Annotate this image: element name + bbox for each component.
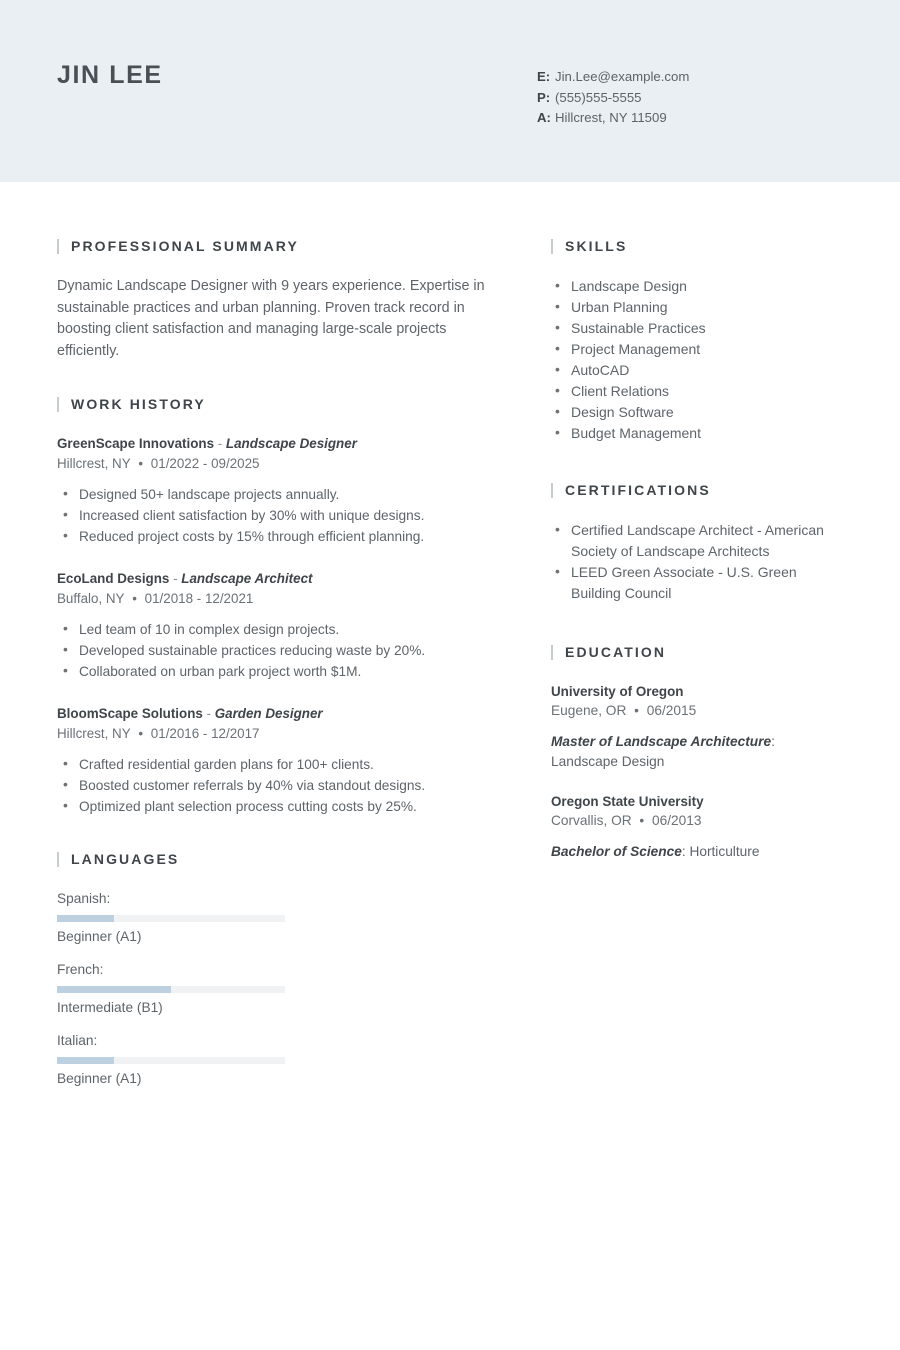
email-value: Jin.Lee@example.com xyxy=(555,69,690,84)
name-block xyxy=(57,62,537,129)
languages-title: LANGUAGES xyxy=(71,851,180,867)
certifications-title: CERTIFICATIONS xyxy=(565,482,711,498)
job-bullets xyxy=(57,484,494,547)
resume-body xyxy=(0,182,900,1136)
address-value: Hillcrest, NY 11509 xyxy=(555,110,667,125)
bullet-separator-icon: • xyxy=(128,591,141,606)
left-column xyxy=(57,182,494,1136)
job-title-line xyxy=(57,434,494,453)
work-history-title: WORK HISTORY xyxy=(71,396,206,412)
accent-bar-icon xyxy=(551,239,553,254)
job-role: Landscape Architect xyxy=(181,571,313,586)
education-field: : Landscape Design xyxy=(551,734,775,769)
resume-header xyxy=(0,0,900,182)
job-bullet: • Optimized plant selection process cutting costs by 25%. xyxy=(57,796,494,817)
bullet-separator-icon: • xyxy=(134,456,147,471)
job-role: Garden Designer xyxy=(214,706,323,721)
language-name: French: xyxy=(57,962,104,977)
skill-item: • Landscape Design xyxy=(551,276,843,297)
skill-item: • Design Software xyxy=(551,402,843,423)
education-degree: Bachelor of Science xyxy=(551,844,682,859)
phone-label: P: xyxy=(537,89,551,105)
education-degree: Master of Landscape Architecture xyxy=(551,734,772,749)
candidate-name: JIN LEE xyxy=(57,61,163,89)
certifications-list xyxy=(551,520,843,604)
job-location: Hillcrest, NY xyxy=(57,726,131,741)
education-degree-line xyxy=(551,732,843,772)
job-bullets xyxy=(57,619,494,682)
education-entry xyxy=(551,682,843,772)
accent-bar-icon xyxy=(57,239,59,254)
job-separator: - xyxy=(202,706,215,721)
contact-row-phone xyxy=(537,88,843,109)
skill-item: • Client Relations xyxy=(551,381,843,402)
job-location: Hillcrest, NY xyxy=(57,456,131,471)
job-bullet: • Crafted residential garden plans for 100+ clients. xyxy=(57,754,494,775)
work-history-heading xyxy=(57,396,494,412)
skill-item: • Project Management xyxy=(551,339,843,360)
bullet-separator-icon: • xyxy=(635,813,649,828)
education-date: 06/2015 xyxy=(646,703,697,718)
language-progress-fill xyxy=(57,986,171,993)
accent-bar-icon xyxy=(551,645,553,660)
job-company: EcoLand Designs xyxy=(57,571,170,586)
skill-item: • Urban Planning xyxy=(551,297,843,318)
language-item xyxy=(57,889,285,947)
language-progress-fill xyxy=(57,915,114,922)
bullet-separator-icon: • xyxy=(630,703,643,718)
job-entry xyxy=(57,569,494,682)
section-skills xyxy=(551,238,843,444)
contact-row-address xyxy=(537,108,843,129)
job-bullets xyxy=(57,754,494,817)
job-dates: 01/2016 - 12/2017 xyxy=(150,726,260,741)
section-work-history xyxy=(57,396,494,817)
skills-list xyxy=(551,276,843,444)
skill-item: • AutoCAD xyxy=(551,360,843,381)
accent-bar-icon xyxy=(57,852,59,867)
job-dates: 01/2018 - 12/2021 xyxy=(144,591,254,606)
education-school: University of Oregon xyxy=(551,684,684,699)
job-location: Buffalo, NY xyxy=(57,591,125,606)
job-bullet: • Developed sustainable practices reducing waste by 20%. xyxy=(57,640,494,661)
language-name: Spanish: xyxy=(57,891,111,906)
job-bullet: • Increased client satisfaction by 30% with unique designs. xyxy=(57,505,494,526)
language-level: Beginner (A1) xyxy=(57,929,142,944)
language-progress-track xyxy=(57,915,285,922)
email-label: E: xyxy=(537,69,551,84)
job-company: GreenScape Innovations xyxy=(57,436,215,451)
education-heading xyxy=(551,644,843,660)
language-level: Beginner (A1) xyxy=(57,1071,142,1086)
certifications-heading xyxy=(551,482,843,498)
certification-item: • LEED Green Associate - U.S. Green Building Council xyxy=(551,562,843,604)
job-entry xyxy=(57,704,494,817)
languages-grid xyxy=(57,889,494,1102)
skill-item: • Budget Management xyxy=(551,423,843,444)
language-progress-track xyxy=(57,986,285,993)
summary-text: Dynamic Landscape Designer with 9 years experience. Expertise in sustainable practices and urban planning. Proven track record in boosting client satisfaction and managing large-scale projects efficiently. xyxy=(57,278,485,359)
summary-title: PROFESSIONAL SUMMARY xyxy=(71,238,299,254)
contact-block xyxy=(537,62,843,129)
education-entry xyxy=(551,792,843,862)
job-company: BloomScape Solutions xyxy=(57,706,203,721)
job-meta xyxy=(57,589,494,609)
job-bullet: • Collaborated on urban park project worth $1M. xyxy=(57,661,494,682)
job-entry xyxy=(57,434,494,547)
skill-item: • Sustainable Practices xyxy=(551,318,843,339)
job-separator: - xyxy=(169,571,182,586)
section-languages xyxy=(57,851,494,1102)
languages-heading xyxy=(57,851,494,867)
education-title: EDUCATION xyxy=(565,644,667,660)
job-dates: 01/2022 - 09/2025 xyxy=(150,456,260,471)
address-label: A: xyxy=(537,110,551,125)
education-date: 06/2013 xyxy=(652,813,702,828)
job-title-line xyxy=(57,569,494,588)
job-meta xyxy=(57,454,494,474)
job-bullet: • Led team of 10 in complex design projects. xyxy=(57,619,494,640)
job-meta xyxy=(57,724,494,744)
job-bullet: • Reduced project costs by 15% through efficient planning. xyxy=(57,526,494,547)
bullet-separator-icon: • xyxy=(134,726,147,741)
language-progress-track xyxy=(57,1057,285,1064)
job-role: Landscape Designer xyxy=(225,436,357,451)
language-name: Italian: xyxy=(57,1033,98,1048)
section-professional-summary xyxy=(57,238,494,362)
language-level: Intermediate (B1) xyxy=(57,1000,163,1015)
language-item xyxy=(57,1031,285,1089)
education-field: : Horticulture xyxy=(681,844,760,859)
education-school: Oregon State University xyxy=(551,794,704,809)
education-meta xyxy=(551,811,843,831)
job-bullet: • Designed 50+ landscape projects annually. xyxy=(57,484,494,505)
certification-item: • Certified Landscape Architect - American Society of Landscape Architects xyxy=(551,520,843,562)
contact-row-email xyxy=(537,67,843,88)
job-title-line xyxy=(57,704,494,723)
education-meta xyxy=(551,701,843,721)
section-certifications xyxy=(551,482,843,604)
education-location: Eugene, OR xyxy=(551,703,627,718)
education-degree-line xyxy=(551,842,843,862)
skills-heading xyxy=(551,238,843,254)
job-bullet: • Boosted customer referrals by 40% via standout designs. xyxy=(57,775,494,796)
skills-title: SKILLS xyxy=(565,238,628,254)
job-separator: - xyxy=(214,436,226,451)
accent-bar-icon xyxy=(551,483,553,498)
accent-bar-icon xyxy=(57,397,59,412)
education-location: Corvallis, OR xyxy=(551,813,632,828)
language-item xyxy=(57,960,285,1018)
language-progress-fill xyxy=(57,1057,114,1064)
phone-value: (555)555-5555 xyxy=(555,89,642,105)
summary-heading xyxy=(57,238,494,254)
section-education xyxy=(551,644,843,862)
right-column xyxy=(494,182,843,1136)
